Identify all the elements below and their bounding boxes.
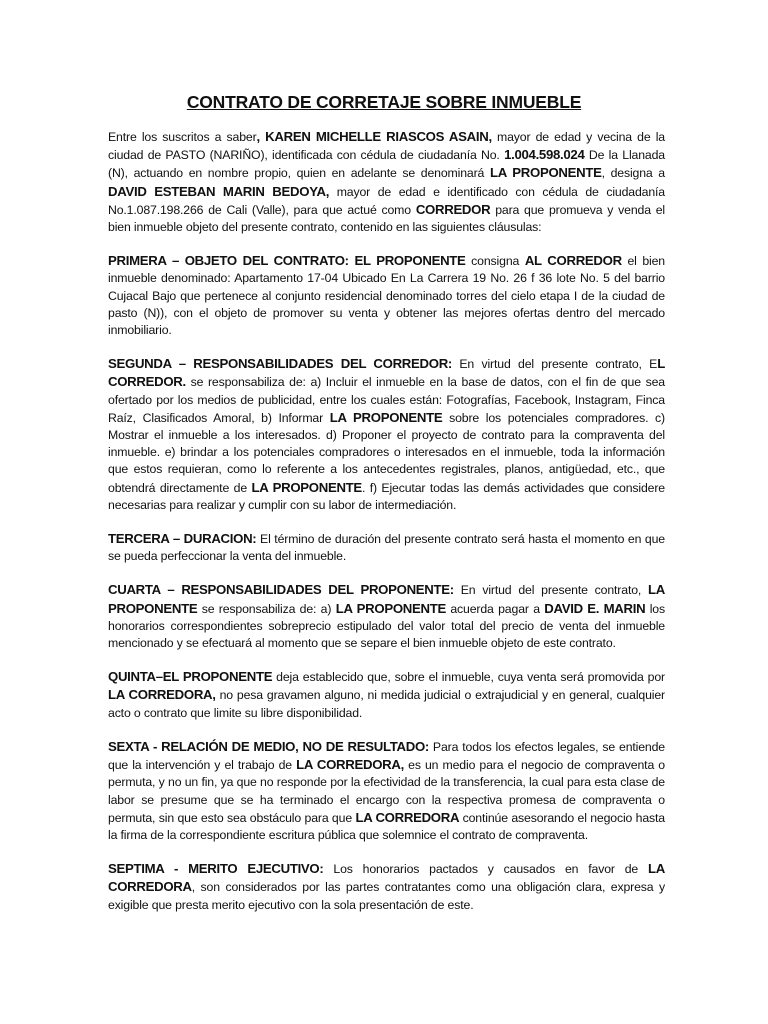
text-run: . f) Ejecutar todas las demás actividades que considere necesarias para realizar y cumplir con su labor de intermediación. (108, 480, 665, 512)
bold-text-run: DAVID E. MARIN (544, 600, 646, 616)
text-run: se responsabiliza de: a) (197, 601, 336, 616)
bold-text-run: , KAREN MICHELLE RIASCOS ASAIN, (256, 129, 492, 144)
text-run: sobre los potenciales compradores. c) Mostrar el inmueble a los interesados. d) Proponer el proyecto de contrato para la compraventa del inmueble. e) brindar a los potenciales compradores o interesados en el inmueble, toda la información que estos requieran, como lo referente a los antecedentes registrales, planos, antigüedad, etc., que obtendrá directamente de (108, 410, 665, 495)
bold-text-run: CORREDOR (415, 201, 491, 217)
document-body (108, 128, 665, 930)
text-run: mayor de edad e identificado con cédula de ciudadanía No.1.087.198.266 de Cali (Valle), para que actué como (108, 184, 665, 217)
text-run: consigna (465, 254, 525, 269)
text-run: Entre los suscritos a saber (108, 130, 257, 144)
text-run: En virtud del presente contrato, (453, 583, 649, 598)
bold-text-run: SEPTIMA - MERITO EJECUTIVO: (108, 861, 324, 877)
bold-text-run: TERCERA – DURACION: (108, 531, 257, 547)
text-run: no pesa gravamen alguno, ni medida judicial o extrajudicial y en general, cualquier acto o contrato que limite su libre disponibilidad. (108, 688, 665, 720)
text-run: De la Llanada (N), actuando en nombre propio, quien en adelante se denominará (108, 148, 665, 181)
text-run: mayor de edad y vecina de la ciudad de PASTO (NARIÑO), identificada con cédula de ciudadanía No. (108, 130, 665, 163)
bold-text-run: LA CORREDORA (355, 809, 460, 825)
bold-text-run: LA CORREDORA (108, 861, 665, 895)
clause-paragraph (108, 252, 665, 339)
text-run: el bien inmueble denominado: Apartamento 17-04 Ubicado En La Carrera 19 No. 26 f 36 lote No. 5 del barrio Cujacal Bajo que pertenece al conjunto residencial denominado torres del cielo etapa I de la ciudad de pasto (N)), con el objeto de promover su venta y obtener las mejores ofertas dentro del mercado inmobiliario. (108, 254, 665, 338)
bold-text-run: LA CORREDORA, (296, 757, 404, 773)
bold-text-run: 1.004.598.024 (504, 147, 585, 163)
text-run: Los honorarios pactados y causados en favor de (323, 862, 649, 877)
bold-text-run: DAVID ESTEBAN MARIN BEDOYA, (108, 183, 330, 199)
clause-paragraph (108, 128, 665, 236)
text-run: es un medio para el negocio de compraventa o permuta, y no un fin, ya que no responde por la efectividad de la transferencia, la cual para esta clase de labor se presume que se ha terminado el encargo con la respectiva promesa de compraventa o permuta, sin que esto sea obstáculo para que (108, 758, 665, 825)
bold-text-run: SEGUNDA – RESPONSABILIDADES DEL CORREDOR: (108, 356, 453, 372)
text-run: En virtud del presente contrato, E (452, 357, 658, 372)
bold-text-run: QUINTA–EL PROPONENTE (108, 669, 273, 685)
text-run: , son considerados por las partes contratantes como una obligación clara, expresa y exigible que presta merito ejecutivo con la sola presentación de este. (108, 880, 665, 912)
text-run: deja establecido que, sobre el inmueble, cuya venta será promovida por (272, 670, 665, 685)
text-run: los honorarios correspondientes sobreprecio estipulado del valor total del precio de venta del inmueble mencionado y se efectuará al momento que se separe el bien inmueble objeto de este contrato. (108, 601, 665, 651)
bold-text-run: LA PROPONENTE (108, 582, 665, 616)
bold-text-run: L CORREDOR. (108, 356, 665, 390)
text-run: acuerda pagar a (445, 601, 545, 616)
bold-text-run: LA PROPONENTE (329, 409, 443, 425)
bold-text-run: AL CORREDOR (524, 253, 622, 269)
clause-paragraph (108, 668, 665, 722)
text-run: continúe asesorando el negocio hasta la firma de la correspondiente escritura pública que solemnice el contrato de compraventa. (108, 810, 665, 842)
clause-paragraph (108, 355, 665, 514)
clause-paragraph (108, 581, 665, 652)
bold-text-run: LA PROPONENTE (335, 600, 446, 616)
text-run: , designa a (601, 166, 665, 181)
bold-text-run: PRIMERA – OBJETO DEL CONTRATO: EL PROPONENTE (108, 253, 466, 269)
clause-paragraph (108, 530, 665, 565)
bold-text-run: CUARTA – RESPONSABILIDADES DEL PROPONENTE: (108, 582, 454, 598)
clause-paragraph (108, 860, 665, 914)
document-title: CONTRATO DE CORRETAJE SOBRE INMUEBLE (186, 92, 582, 112)
text-run: El término de duración del presente contrato será hasta el momento en que se pueda perfeccionar la venta del inmueble. (108, 532, 665, 564)
text-run: se responsabiliza de: a) Incluir el inmueble en la base de datos, con el fin de que sea ofertado por los medios de publicidad, entre los cuales están: Fotografías, Facebook, Instagram, Finca Raíz, Clasificados Amoral, b) Informar (108, 375, 665, 425)
bold-text-run: LA PROPONENTE (489, 165, 602, 181)
bold-text-run: LA CORREDORA, (108, 687, 216, 703)
bold-text-run: SEXTA - RELACIÓN DE MEDIO, NO DE RESULTADO: (108, 738, 429, 754)
clause-paragraph (108, 738, 665, 844)
text-run: Para todos los efectos legales, se entiende que la intervención y el trabajo de (108, 739, 665, 773)
text-run: para que promueva y venda el bien inmueble objeto del presente contrato, contenido en las siguientes cláusulas: (108, 202, 665, 235)
bold-text-run: LA PROPONENTE (251, 479, 362, 495)
